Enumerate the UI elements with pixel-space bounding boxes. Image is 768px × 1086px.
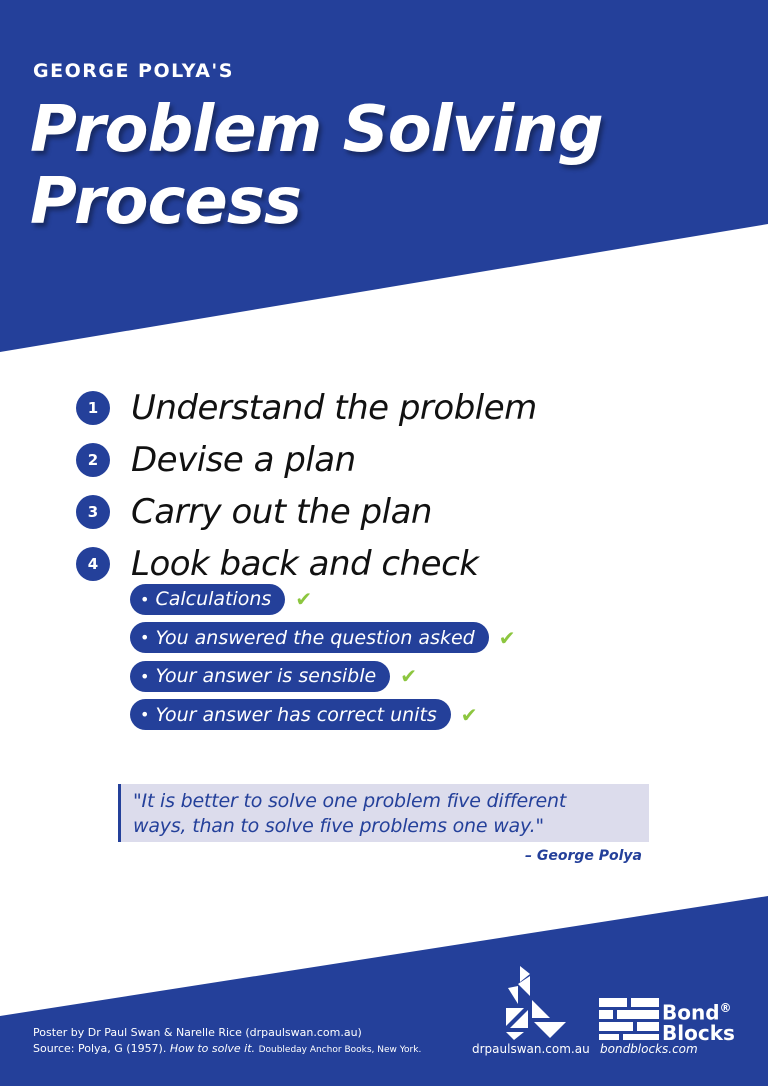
- checklist-pill: [130, 661, 390, 692]
- source-prefix: Source: Polya, G (1957).: [33, 1042, 167, 1055]
- footer-credits: [33, 1025, 421, 1058]
- step-item: [76, 538, 537, 590]
- bullet-icon: •: [140, 628, 150, 647]
- checklist-item: [130, 661, 515, 691]
- step-item: [76, 382, 537, 434]
- step-number-badge: 3: [76, 495, 110, 529]
- checkmark-icon: ✔: [498, 625, 516, 650]
- checkmark-icon: ✔: [295, 587, 313, 611]
- step-label: Carry out the plan: [131, 492, 432, 532]
- bullet-icon: •: [140, 589, 150, 609]
- quote-line-1: "It is better to solve one problem five different: [133, 790, 567, 812]
- bondblocks-url: bondblocks.com: [600, 1042, 698, 1056]
- page-title: [30, 94, 603, 238]
- step-label: Understand the problem: [131, 388, 537, 428]
- checklist: [130, 584, 515, 738]
- bond-word: Bond: [662, 1000, 720, 1025]
- blocks-word: Blocks: [662, 1020, 735, 1045]
- checklist-label: You answered the question asked: [155, 626, 475, 649]
- drpaulswan-url: drpaulswan.com.au: [472, 1042, 590, 1056]
- registered-mark: ®: [719, 1001, 732, 1015]
- step-number-badge: 1: [76, 391, 110, 425]
- step-item: [76, 486, 537, 538]
- source-publisher: Doubleday Anchor Books, New York.: [258, 1045, 422, 1055]
- checklist-pill: [130, 622, 489, 653]
- step-number-badge: 4: [76, 547, 110, 581]
- source-book: How to solve it.: [169, 1042, 256, 1055]
- bullet-icon: •: [140, 666, 150, 686]
- title-line-1: Problem Solving: [30, 93, 603, 167]
- drpaulswan-logo-icon: [500, 964, 570, 1040]
- credit-line: Poster by Dr Paul Swan & Narelle Rice (drpaulswan.com.au): [33, 1026, 362, 1039]
- checkmark-icon: ✔: [460, 702, 478, 727]
- quote-box: [118, 784, 649, 842]
- checkmark-icon: ✔: [400, 664, 417, 688]
- bond-blocks-wordmark: [662, 998, 735, 1043]
- checklist-label: Your answer has correct units: [155, 703, 437, 726]
- step-item: [76, 434, 537, 486]
- checklist-item: [130, 700, 515, 730]
- checklist-label: Your answer is sensible: [155, 665, 377, 687]
- kicker: GEORGE POLYA'S: [33, 60, 234, 82]
- step-number-badge: 2: [76, 443, 110, 477]
- quote-attribution: – George Polya: [524, 848, 642, 864]
- step-label: Devise a plan: [131, 440, 356, 480]
- steps-list: [76, 382, 537, 590]
- checklist-pill: [130, 584, 285, 615]
- step-label: Look back and check: [131, 544, 479, 584]
- checklist-item: [130, 623, 515, 653]
- quote-line-2: ways, than to solve five problems one way.": [133, 815, 544, 837]
- title-line-2: Process: [30, 165, 301, 239]
- source-line: [33, 1041, 421, 1058]
- bullet-icon: •: [140, 705, 150, 724]
- checklist-pill: [130, 699, 451, 730]
- checklist-label: Calculations: [155, 588, 272, 610]
- checklist-item: [130, 584, 515, 614]
